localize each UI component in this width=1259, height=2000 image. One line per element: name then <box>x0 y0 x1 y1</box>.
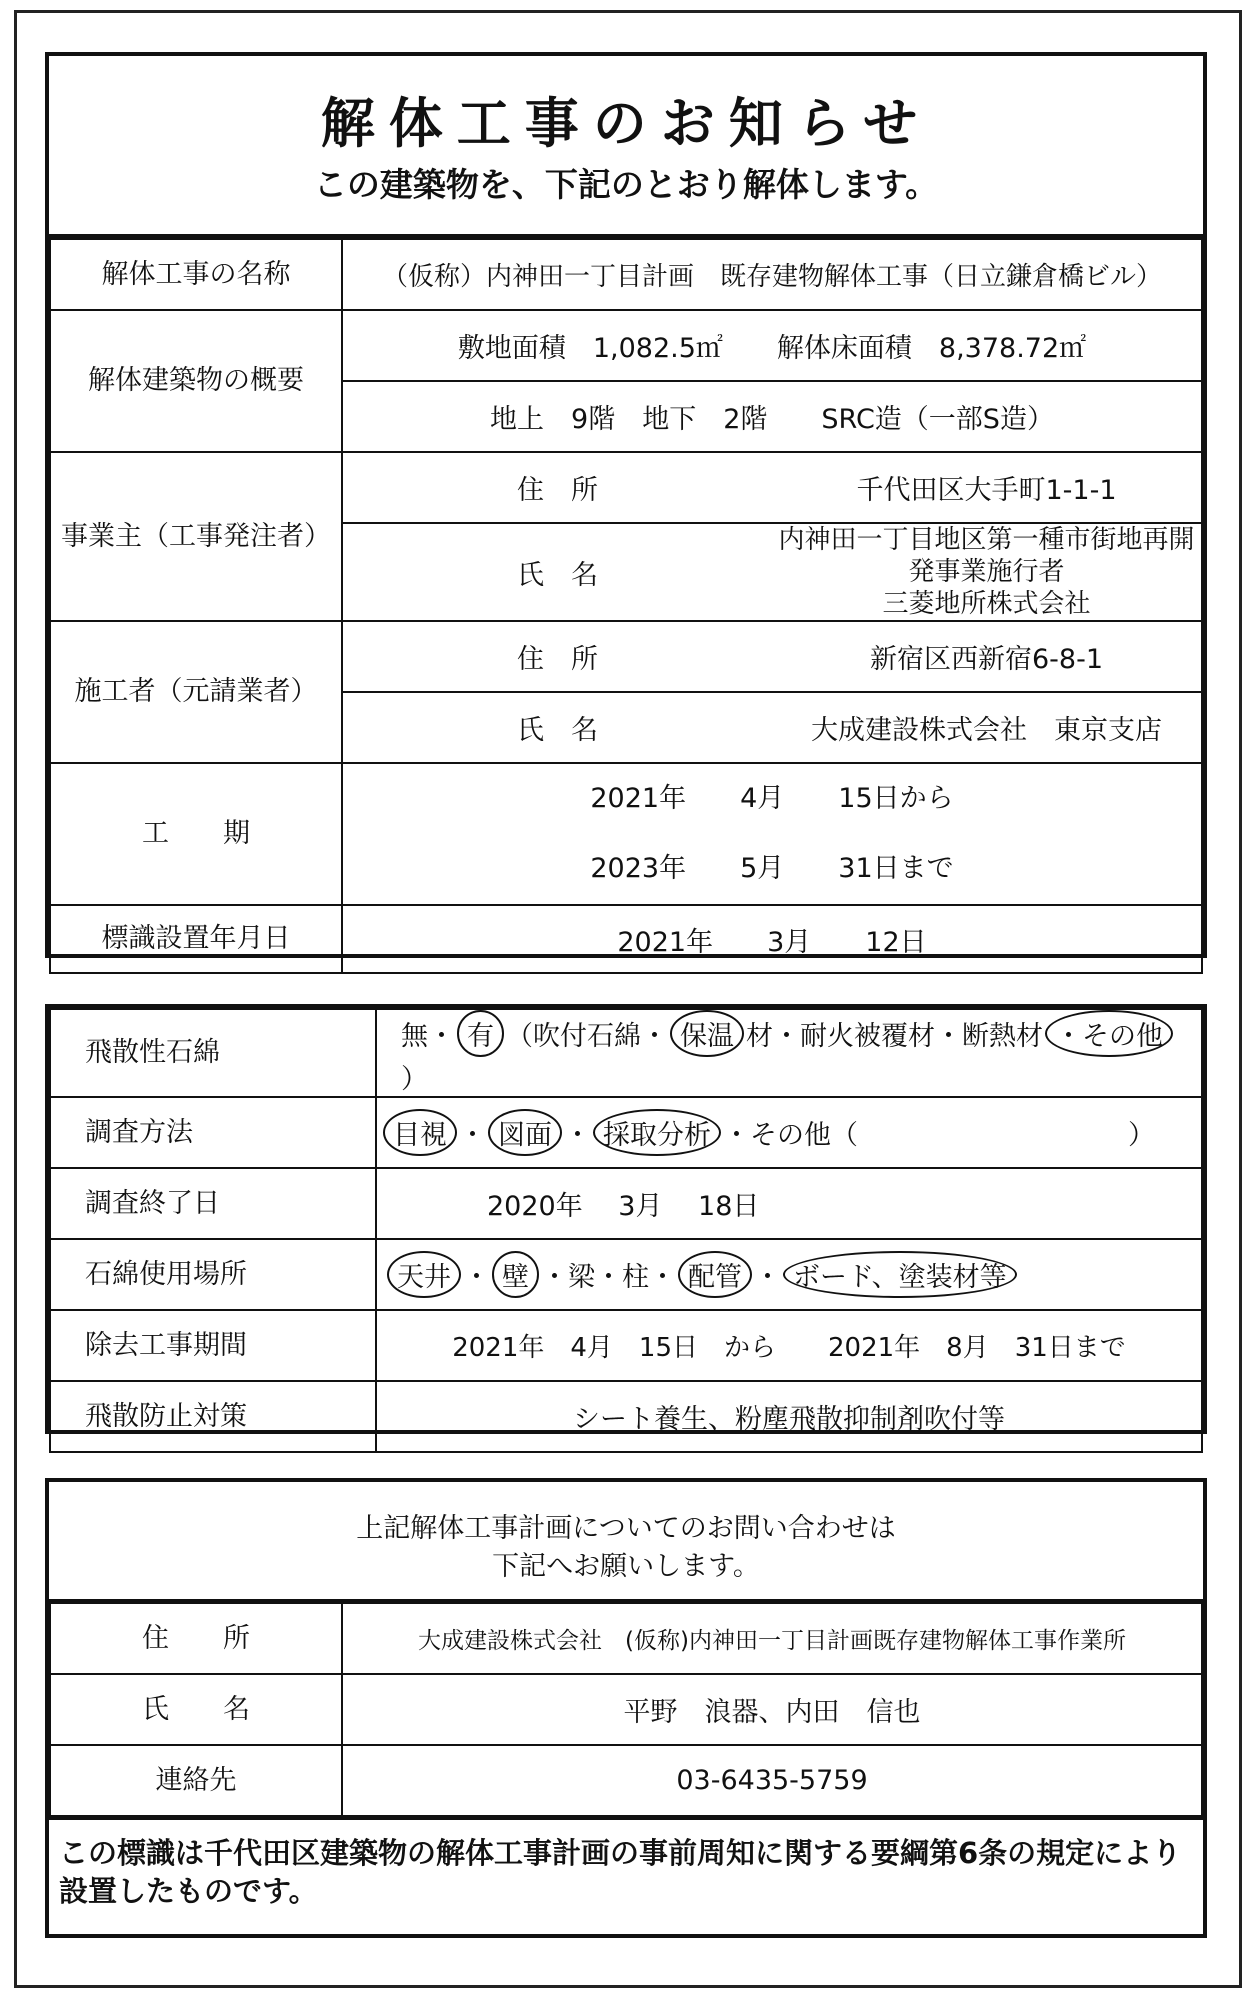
scatter-label: 飛散性石綿 <box>50 1009 376 1097</box>
contact-address-value: 大成建設株式会社 (仮称)内神田一丁目計画既存建物解体工事作業所 <box>342 1603 1202 1674</box>
method-other: ・その他（ ） <box>723 1120 1155 1151</box>
sign-date-value: 2021年 3月 12日 <box>342 905 1202 973</box>
contact-phone-value: 03-6435-5759 <box>342 1745 1202 1816</box>
location-label: 石綿使用場所 <box>50 1239 376 1310</box>
method-visual-circled: 目視 <box>383 1109 457 1156</box>
footer-note: この標識は千代田区建築物の解体工事計画の事前周知に関する要綱第6条の規定により設置したものです。 <box>49 1817 1203 1929</box>
location-wall-circled: 壁 <box>492 1251 539 1298</box>
location-pipe-circled: 配管 <box>678 1251 752 1298</box>
contractor-name-value: 大成建設株式会社 東京支店 <box>772 692 1202 763</box>
prevention-value: シート養生、粉塵飛散抑制剤吹付等 <box>376 1381 1202 1452</box>
overview-floors: 地上 9階 地下 2階 SRC造（一部S造） <box>342 381 1202 452</box>
demolition-info-panel <box>45 52 1207 958</box>
contact-address-label: 住 所 <box>50 1603 342 1674</box>
contractor-address-value: 新宿区西新宿6-8-1 <box>772 621 1202 692</box>
contractor-name-label: 氏 名 <box>342 692 772 763</box>
owner-label: 事業主（工事発注者） <box>50 452 342 621</box>
scatter-value: 無・ 有 （吹付石綿・ 保温 材・耐火被覆材・断熱材 ・その他） <box>376 1009 1202 1097</box>
owner-address-value: 千代田区大手町1-1-1 <box>772 452 1202 523</box>
sign-date-label: 標識設置年月日 <box>50 905 342 973</box>
page-title: 解体工事のお知らせ <box>320 92 932 155</box>
project-name-value: （仮称）内神田一丁目計画 既存建物解体工事（日立鎌倉橋ビル） <box>342 239 1202 310</box>
contractor-label: 施工者（元請業者） <box>50 621 342 763</box>
period-label: 工 期 <box>50 763 342 905</box>
removal-value: 2021年 4月 15日 から 2021年 8月 31日まで <box>376 1310 1202 1381</box>
scatter-mid: 材・耐火被覆材・断熱材 <box>746 1021 1043 1052</box>
period-end: 2023年 5月 31日まで <box>590 853 954 884</box>
scatter-yes-circled: 有 <box>457 1010 504 1057</box>
removal-label: 除去工事期間 <box>50 1310 376 1381</box>
scatter-open: （吹付石綿・ <box>506 1021 668 1052</box>
location-board-circled: ボード、塗装材等 <box>783 1251 1017 1298</box>
project-name-label: 解体工事の名称 <box>50 239 342 310</box>
survey-end-label: 調査終了日 <box>50 1168 376 1239</box>
page-subtitle: この建築物を、下記のとおり解体します。 <box>313 165 939 205</box>
owner-address-label: 住 所 <box>342 452 772 523</box>
scatter-insulation-circled: 保温 <box>670 1010 744 1057</box>
owner-name-value <box>772 523 1202 621</box>
overview-area: 敷地面積 1,082.5㎡ 解体床面積 8,378.72㎡ <box>342 310 1202 381</box>
location-mid: ・梁・柱・ <box>541 1262 676 1293</box>
owner-name-line2: 三菱地所株式会社 <box>882 589 1091 619</box>
overview-label: 解体建築物の概要 <box>50 310 342 452</box>
prevention-label: 飛散防止対策 <box>50 1381 376 1452</box>
scatter-close: ） <box>401 1064 428 1095</box>
contact-note <box>49 1482 1203 1602</box>
method-drawing-circled: 図面 <box>488 1109 562 1156</box>
contact-table <box>49 1602 1203 1817</box>
contact-note-line1: 上記解体工事計画についてのお問い合わせは <box>356 1513 896 1544</box>
owner-name-line1: 内神田一丁目地区第一種市街地再開発事業施行者 <box>778 525 1195 587</box>
title-area <box>49 56 1203 238</box>
scatter-other-circled: ・その他 <box>1045 1010 1173 1057</box>
contact-name-label: 氏 名 <box>50 1674 342 1745</box>
project-table <box>49 238 1203 974</box>
method-value: 目視 ・ 図面 ・ 採取分析 ・その他（ ） <box>376 1097 1202 1168</box>
contact-phone-label: 連絡先 <box>50 1745 342 1816</box>
location-ceiling-circled: 天井 <box>387 1251 461 1298</box>
contact-name-value: 平野 浪器、内田 信也 <box>342 1674 1202 1745</box>
contact-panel <box>45 1478 1207 1938</box>
owner-name-label: 氏 名 <box>342 523 772 621</box>
scatter-none: 無 <box>401 1021 428 1052</box>
period-start: 2021年 4月 15日から <box>590 783 954 814</box>
period-value <box>342 763 1202 905</box>
method-sample-circled: 採取分析 <box>593 1109 721 1156</box>
method-label: 調査方法 <box>50 1097 376 1168</box>
asbestos-panel <box>45 1004 1207 1434</box>
asbestos-table <box>49 1008 1203 1453</box>
contractor-address-label: 住 所 <box>342 621 772 692</box>
survey-end-value: 2020年 3月 18日 <box>376 1168 1202 1239</box>
location-value: 天井 ・ 壁 ・梁・柱・ 配管 ・ ボード、塗装材等 <box>376 1239 1202 1310</box>
contact-note-line2: 下記へお願いします。 <box>492 1551 760 1582</box>
